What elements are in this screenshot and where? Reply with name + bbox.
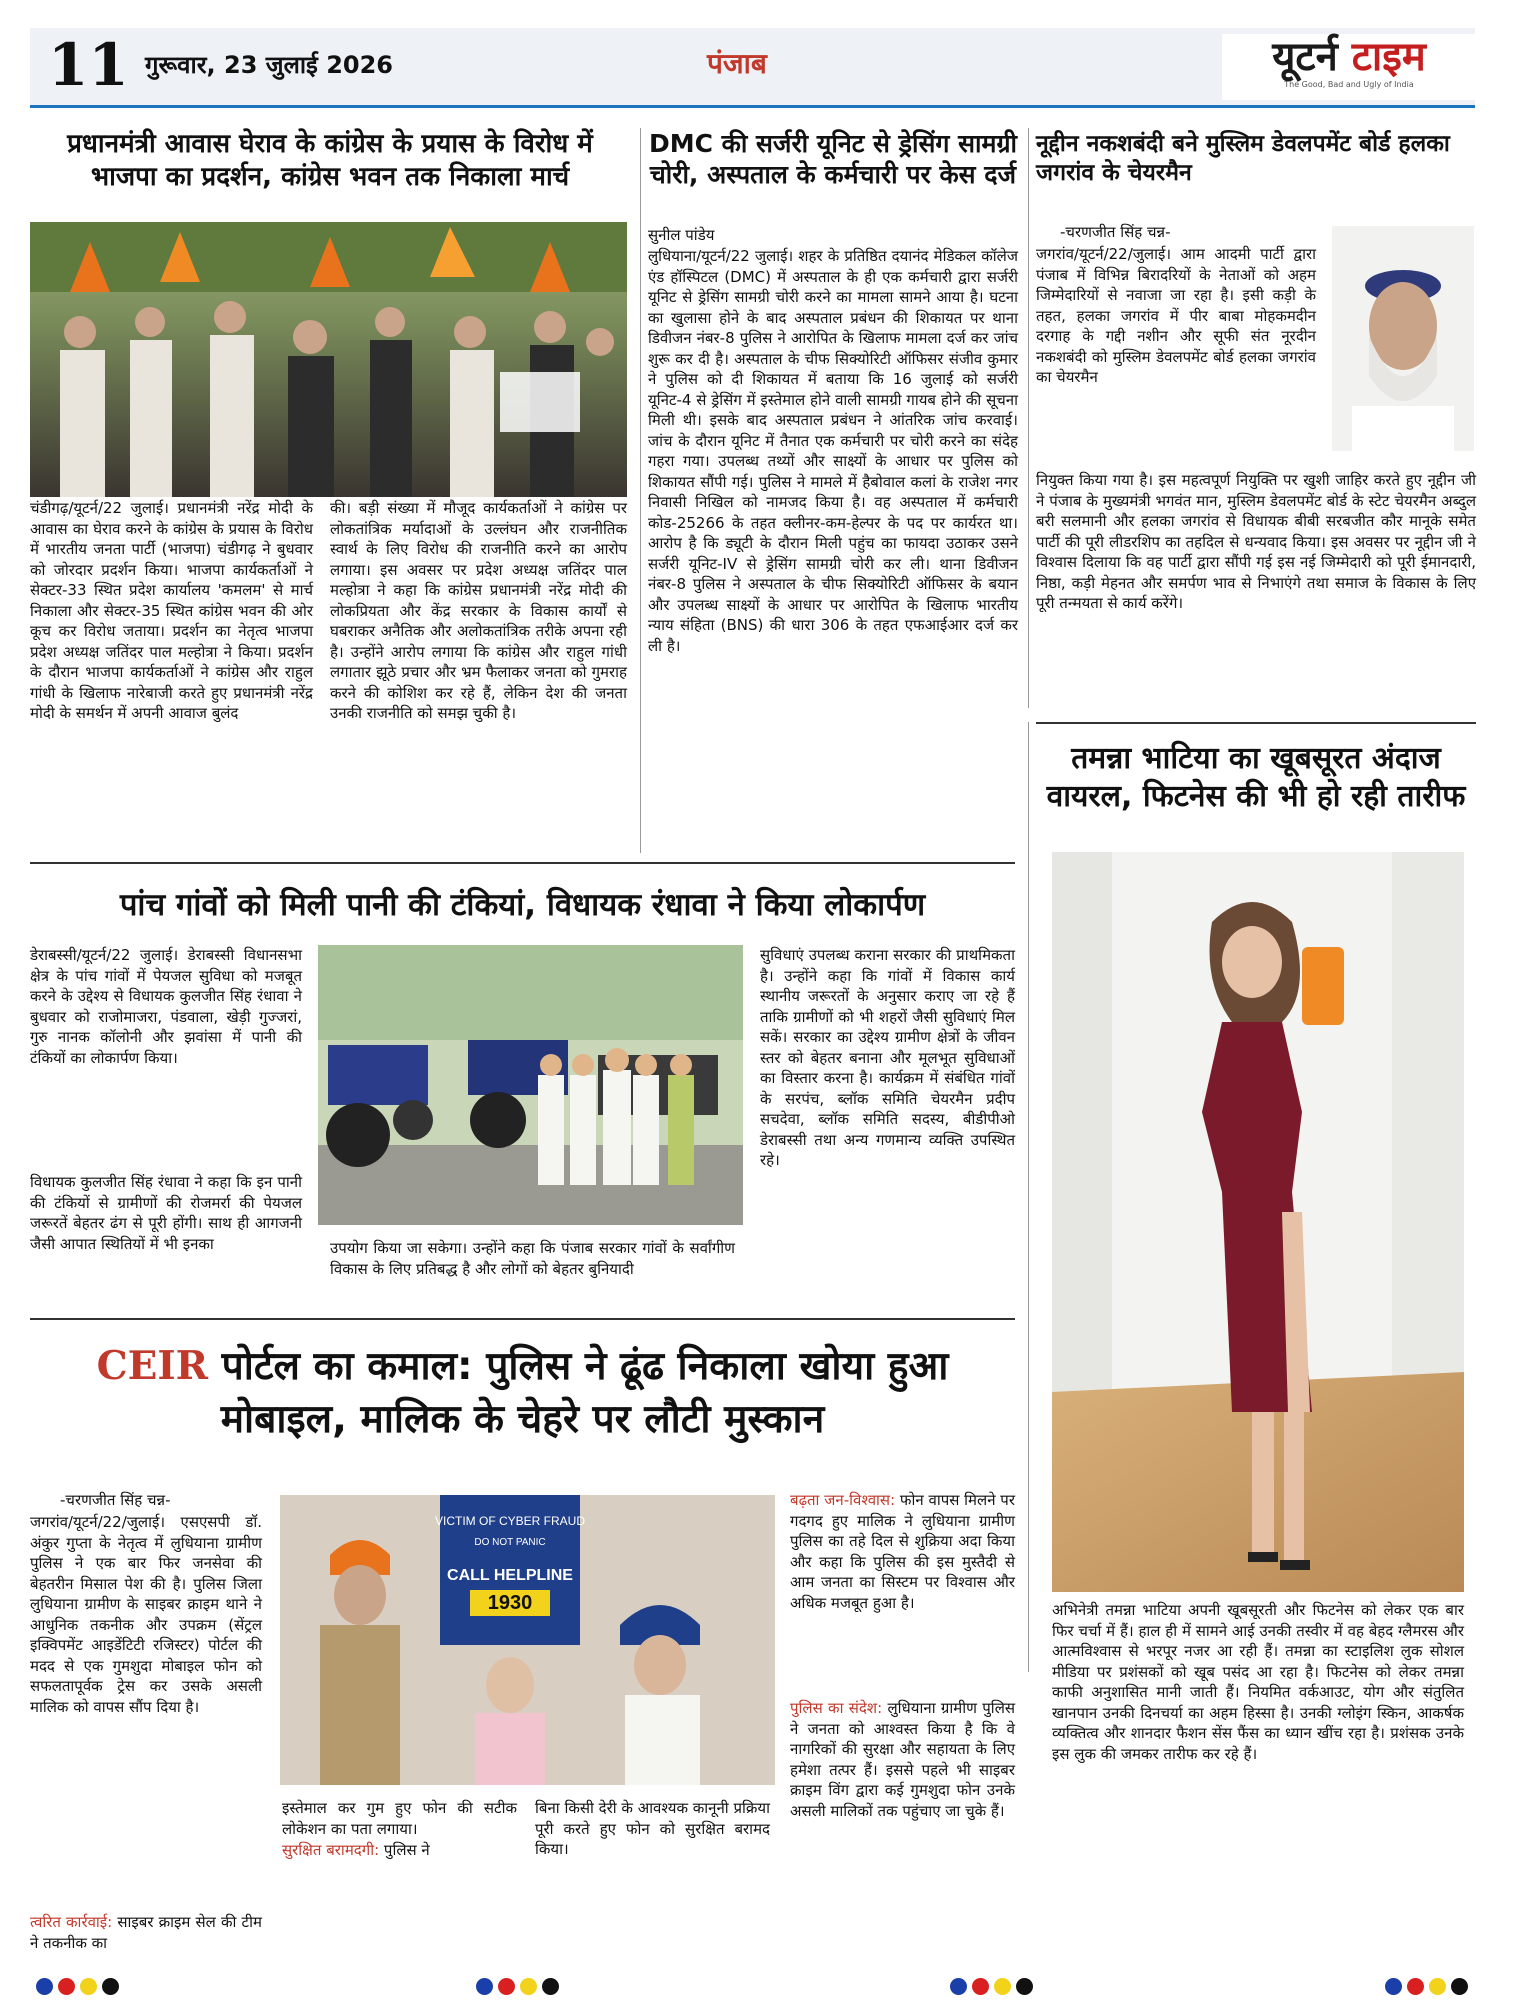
article5-headline-prefix: CEIR <box>96 1343 209 1389</box>
article5-col2-sub <box>282 1840 517 1861</box>
registration-dot <box>520 1978 537 1995</box>
article4-headline: पांच गांवों को मिली पानी की टंकियां, विधायक रंधावा ने किया लोकार्पण <box>119 887 926 923</box>
article2-headline: DMC की सर्जरी यूनिट से ड्रेसिंग सामग्री चोरी, अस्पताल के कर्मचारी पर केस दर्ज <box>648 129 1018 190</box>
registration-dot <box>994 1978 1011 1995</box>
registration-dot <box>58 1978 75 1995</box>
article3-headline: नूद्दीन नकशबंदी बने मुस्लिम डेवलपमेंट बोर्ड हलका जगरांव के चेयरमैन <box>1036 131 1450 186</box>
article3-portrait <box>1332 226 1474 451</box>
article5-headline-text: पोर्टल का कमाल: पुलिस ने ढूंढ निकाला खोया हुआ मोबाइल, मालिक के चेहरे पर लौटी मुस्कान <box>220 1344 949 1442</box>
article5-col4-text1: फोन वापस मिलने पर गदगद हुए मालिक ने लुधियाना ग्रामीण पुलिस का तहे दिल से शुक्रिया अदा किया और कहा कि पुलिस की इस मुस्तैदी से आम जनता का सिस्टम पर विश्वास और अधिक मजबूत हुआ है। <box>790 1491 1015 1612</box>
section-divider <box>30 1318 1015 1320</box>
article5-col2: इस्तेमाल कर गुम हुए फोन की सटीक लोकेशन का पता लगाया। <box>282 1799 517 1838</box>
registration-dot <box>972 1978 989 1995</box>
article1-photo <box>30 222 627 497</box>
registration-dot <box>950 1978 967 1995</box>
registration-dot <box>102 1978 119 1995</box>
registration-dots-2 <box>476 1978 559 1995</box>
poster-dont-text: DO NOT PANIC <box>474 1537 546 1548</box>
masthead-logo <box>1222 34 1476 100</box>
article6-body: अभिनेत्री तमन्ना भाटिया अपनी खूबसूरती और फिटनेस को लेकर एक बार फिर चर्चा में हैं। हाल ही में सामने आई उनकी तस्वीर में वह बेहद ग्लैमरस और आत्मविश्वास से भरपूर नजर आ रही हैं। तमन्ना का स्टाइलिश लुक सोशल मीडिया पर प्रशंसकों को खूब पसंद आ रहा है। फिटनेस को लेकर तमन्ना काफी अनुशासित मानी जाती हैं। नियमित वर्कआउट, योग और संतुलित खानपान उनकी दिनचर्या का अहम हिस्सा है। उनकी ग्लोइंग स्किन, आकर्षक व्यक्तित्व और शानदार फैशन सेंस फैंस का ध्यान खींच रहा है। प्रशंसक उनके इस लुक की जमकर तारीफ कर रहे हैं। <box>1052 1601 1464 1763</box>
column-divider <box>1028 128 1029 708</box>
article6-headline: तमन्ना भाटिया का खूबसूरत अंदाज वायरल, फिटनेस की भी हो रही तारीफ <box>1046 741 1466 814</box>
article5-col4-p2 <box>790 1698 1015 1821</box>
article5-col2-sub-text: पुलिस ने <box>383 1841 430 1859</box>
article6-photo <box>1052 852 1464 1592</box>
article1-col1: चंडीगढ़/यूटर्न/22 जुलाई। प्रधानमंत्री नरेंद्र मोदी के आवास का घेराव करने के कांग्रेस के प्रयास के विरोध में भारतीय जनता पार्टी (भाजपा) चंडीगढ़ ने बुधवार को जोरदार प्रदर्शन किया। भाजपा कार्यकर्ताओं ने सेक्टर-33 स्थित प्रदेश कार्यालय 'कमलम' से मार्च निकाला और सेक्टर-35 स्थित कांग्रेस भवन की ओर कूच कर विरोध जताया। प्रदर्शन का नेतृत्व भाजपा प्रदेश अध्यक्ष जतिंदर पाल मल्होत्रा ने किया। प्रदर्शन के दौरान भाजपा कार्यकर्ताओं ने कांग्रेस और राहुल गांधी के खिलाफ नारेबाजी करते हुए प्रधानमंत्री नरेंद्र मोदी के समर्थन में अपनी आवाज बुलंद <box>30 499 313 722</box>
poster-call-text: CALL HELPLINE <box>447 1567 573 1584</box>
registration-dots-1 <box>36 1978 119 1995</box>
registration-dot <box>1385 1978 1402 1995</box>
section-divider <box>30 862 1015 864</box>
article4-photo <box>318 945 743 1225</box>
registration-dot <box>1429 1978 1446 1995</box>
page-number: 11 <box>48 31 129 99</box>
registration-dot <box>1451 1978 1468 1995</box>
article5-headline <box>30 1340 1015 1446</box>
registration-dot <box>36 1978 53 1995</box>
section-title: पंजाब <box>707 47 767 80</box>
article1-col2: की। बड़ी संख्या में मौजूद कार्यकर्ताओं ने कांग्रेस पर लोकतांत्रिक मर्यादाओं के उल्लंघन और राजनीतिक स्वार्थ के लिए विरोध की राजनीति करने का आरोप लगाया। इस अवसर पर प्रदेश अध्यक्ष जतिंदर पाल मल्होत्रा ने कहा कि कांग्रेस प्रधानमंत्री नरेंद्र मोदी की लोकप्रियता और केंद्र सरकार के विकास कार्यों से घबराकर अनैतिक और अलोकतांत्रिक तरीके अपना रही है। उन्होंने आरोप लगाया कि कांग्रेस और राहुल गांधी लगातार झूठे प्रचार और भ्रम फैलाकर जनता को गुमराह करने की कोशिश कर रहे हैं, लेकिन देश की जनता उनकी राजनीति को समझ चुकी है। <box>330 499 627 722</box>
article5-col4-label2: पुलिस का संदेश: <box>790 1699 883 1717</box>
article3-body-bottom: नियुक्त किया गया है। इस महत्वपूर्ण नियुक्ति पर खुशी जाहिर करते हुए नूद्दीन जी ने पंजाब के मुख्यमंत्री भगवंत मान, मुस्लिम डेवलपमेंट बोर्ड के स्टेट चेयरमैन अब्दुल बरी सलमानी और हलका जगरांव से विधायक बीबी सरबजीत कौर मानूके समेत पार्टी की पूरी लीडरशिप का तहदिल से धन्यवाद किया। इस अवसर पर नूद्दीन जी ने विश्वास दिलाया कि वह पार्टी द्वारा सौंपी गई इस नई जिम्मेदारी को पूरी ईमानदारी, निष्ठा, कड़ी मेहनत और समर्पण भाव से निभाएंगे तथा समाज के विकास के लिए पूरी तन्मयता से कार्य करेंगे। <box>1036 471 1476 612</box>
registration-dot <box>542 1978 559 1995</box>
article5-col4-text2: लुधियाना ग्रामीण पुलिस ने जनता को आश्वस्त किया है कि वे नागरिकों की सुरक्षा और सहायता के लिए हमेशा तत्पर हैं। इससे पहले भी साइबर क्राइम विंग द्वारा कई गुमशुदा फोन उनके असली मालिकों तक पहुंचाए जा चुके हैं। <box>790 1699 1016 1820</box>
article4-col1: डेराबस्सी/यूटर्न/22 जुलाई। डेराबस्सी विधानसभा क्षेत्र के पांच गांवों में पेयजल सुविधा को मजबूत करने के उद्देश्य से विधायक कुलजीत सिंह रंधावा ने बुधवार को राजोमाजरा, पंडवाला, खेड़ी गुज्जरां, गुरु नानक कॉलोनी और झवांसा में पानी की टंकियों का लोकार्पण किया। <box>30 946 302 1067</box>
column-divider <box>1028 722 1029 1672</box>
registration-dot <box>1016 1978 1033 1995</box>
registration-dot <box>476 1978 493 1995</box>
article1-headline: प्रधानमंत्री आवास घेराव के कांग्रेस के प्रयास के विरोध में भाजपा का प्रदर्शन, कांग्रेस भवन तक निकाला मार्च <box>67 129 593 192</box>
article5-col4-p1 <box>790 1490 1015 1613</box>
article3-body-top: जगरांव/यूटर्न/22/जुलाई। आम आदमी पार्टी द्वारा पंजाब में विभिन्न बिरादरियों के नेताओं को अहम जिम्मेदारियों से नवाजा जा रहा है। इसी कड़ी के तहत, हलका जगरांव में पीर बाबा मोहकमदीन दरगाह के गद्दी नशीन और सूफी संत नूरदीन नकशबंदी को मुस्लिम डेवलपमेंट बोर्ड हलका जगरांव का चेयरमैन <box>1036 245 1316 386</box>
registration-dots-3 <box>950 1978 1033 1995</box>
article5-col2-sub-label: सुरक्षित बरामदगी: <box>282 1841 380 1859</box>
article3-byline: -चरणजीत सिंह चन्न- <box>1060 223 1171 241</box>
poster-number-text: 1930 <box>487 1592 533 1614</box>
article5-col1-sub <box>30 1912 262 1953</box>
logo-main-text: यूटर्न <box>1272 34 1338 80</box>
logo-tagline: The Good, Bad and Ugly of India <box>1284 80 1414 89</box>
article4-col1b: विधायक कुलजीत सिंह रंधावा ने कहा कि इन पानी की टंकियों से ग्रामीणों की रोजमर्रा की पेयजल जरूरतें बेहतर ढंग से पूरी होंगी। साथ ही आगजनी जैसी आपात स्थितियों में भी इनका <box>30 1173 302 1253</box>
article5-col3: बिना किसी देरी के आवश्यक कानूनी प्रक्रिया पूरी करते हुए फोन को सुरक्षित बरामद किया। <box>535 1799 770 1858</box>
poster-top-text: VICTIM OF CYBER FRAUD <box>434 1514 586 1528</box>
article5-col1: जगरांव/यूटर्न/22/जुलाई। एसएसपी डॉ. अंकुर गुप्ता के नेतृत्व में लुधियाना ग्रामीण पुलिस ने एक बार फिर जनसेवा की बेहतरीन मिसाल पेश की है। पुलिस जिला लुधियाना ग्रामीण के साइबर क्राइम थाने ने आधुनिक तकनीक और उपक्रम (सेंट्रल इक्विपमेंट आइडेंटिटी रजिस्टर) पोर्टल की मदद से एक गुमशुदा मोबाइल फोन को सफलतापूर्वक ट्रेस कर उसके असली मालिक को वापस सौंप दिया है। <box>30 1513 262 1716</box>
article5-byline: -चरणजीत सिंह चन्न- <box>60 1491 171 1509</box>
article5-col1-sub-text: साइबर क्राइम सेल की टीम ने तकनीक का <box>30 1913 262 1952</box>
issue-date: गुरूवार, 23 जुलाई 2026 <box>145 51 393 79</box>
column-divider <box>640 128 641 853</box>
registration-dot <box>498 1978 515 1995</box>
article4-col2: उपयोग किया जा सकेगा। उन्होंने कहा कि पंजाब सरकार गांवों के सर्वांगीण विकास के लिए प्रतिबद्ध है और लोगों को बेहतर बुनियादी <box>330 1239 735 1278</box>
logo-accent-text: टाइम <box>1351 34 1426 80</box>
article5-col1-sub-label: त्वरित कार्रवाई: <box>30 1913 113 1931</box>
article5-photo <box>280 1495 775 1785</box>
registration-dot <box>80 1978 97 1995</box>
article4-col3: सुविधाएं उपलब्ध कराना सरकार की प्राथमिकता है। उन्होंने कहा कि गांवों में विकास कार्य स्थानीय जरूरतों के अनुसार कराए जा रहे हैं ताकि ग्रामीणों को भी शहरों जैसी सुविधाएं मिल सकें। सरकार का उद्देश्य ग्रामीण क्षेत्रों के जीवन स्तर को बेहतर बनाना और मूलभूत सुविधाओं का विस्तार करना है। कार्यक्रम में संबंधित गांवों के सरपंच, ब्लॉक समिति चेयरमैन प्रदीप सचदेवा, ब्लॉक समिति सदस्य, बीडीपीओ डेराबस्सी तथा अन्य गणमान्य व्यक्ति उपस्थित रहे। <box>760 946 1015 1169</box>
article2-body: लुधियाना/यूटर्न/22 जुलाई। शहर के प्रतिष्ठित दयानंद मेडिकल कॉलेज एंड हॉस्पिटल (DMC) में अस्पताल के ही एक कर्मचारी द्वारा सर्जरी यूनिट से ड्रेसिंग सामग्री चोरी करने का मामला सामने आया है। घटना का खुलासा होने के बाद अस्पताल प्रबंधन की शिकायत पर थाना डिवीजन नंबर-8 पुलिस ने आरोपित के खिलाफ मामला दर्ज कर जांच शुरू कर दी है। अस्पताल के चीफ सिक्योरिटी ऑफिसर संजीव कुमार ने पुलिस को दी शिकायत में बताया कि 16 जुलाई को सर्जरी यूनिट-4 से ड्रेसिंग में इस्तेमाल होने वाली सामग्री गायब होने की सूचना मिली थी। इसके बाद अस्पताल प्रबंधन ने आंतरिक जांच करवाई। जांच के दौरान यूनिट में तैनात एक कर्मचारी पर चोरी करने का संदेह गहरा गया। उपलब्ध तथ्यों और साक्ष्यों के आधार पर पुलिस को शिकायत सौंपी गई। पुलिस ने मामले में हैबोवाल कलां के राजेश नगर निवासी निखिल को नामजद किया है। वह अस्पताल में कर्मचारी कोड-25266 के तहत क्लीनर-कम-हेल्पर के पद पर कार्यरत था। आरोप है कि ड्यूटी के दौरान मिली पहुंच का फायदा उठाकर उसने सर्जरी यूनिट-IV से ड्रेसिंग सामग्री चोरी कर ली। थाना डिवीजन नंबर-8 पुलिस ने अस्पताल के चीफ सिक्योरिटी ऑफिसर के बयान और उपलब्ध साक्ष्यों के आधार पर आरोपित के खिलाफ भारतीय न्याय संहिता (BNS) की धारा 306 के तहत एफआईआर दर्ज कर ली है। <box>648 247 1018 655</box>
registration-dot <box>1407 1978 1424 1995</box>
article2-byline: सुनील पांडेय <box>648 226 715 244</box>
section-divider <box>1036 722 1476 724</box>
article5-col4-label1: बढ़ता जन-विश्वास: <box>790 1491 896 1509</box>
registration-dots-4 <box>1385 1978 1468 1995</box>
